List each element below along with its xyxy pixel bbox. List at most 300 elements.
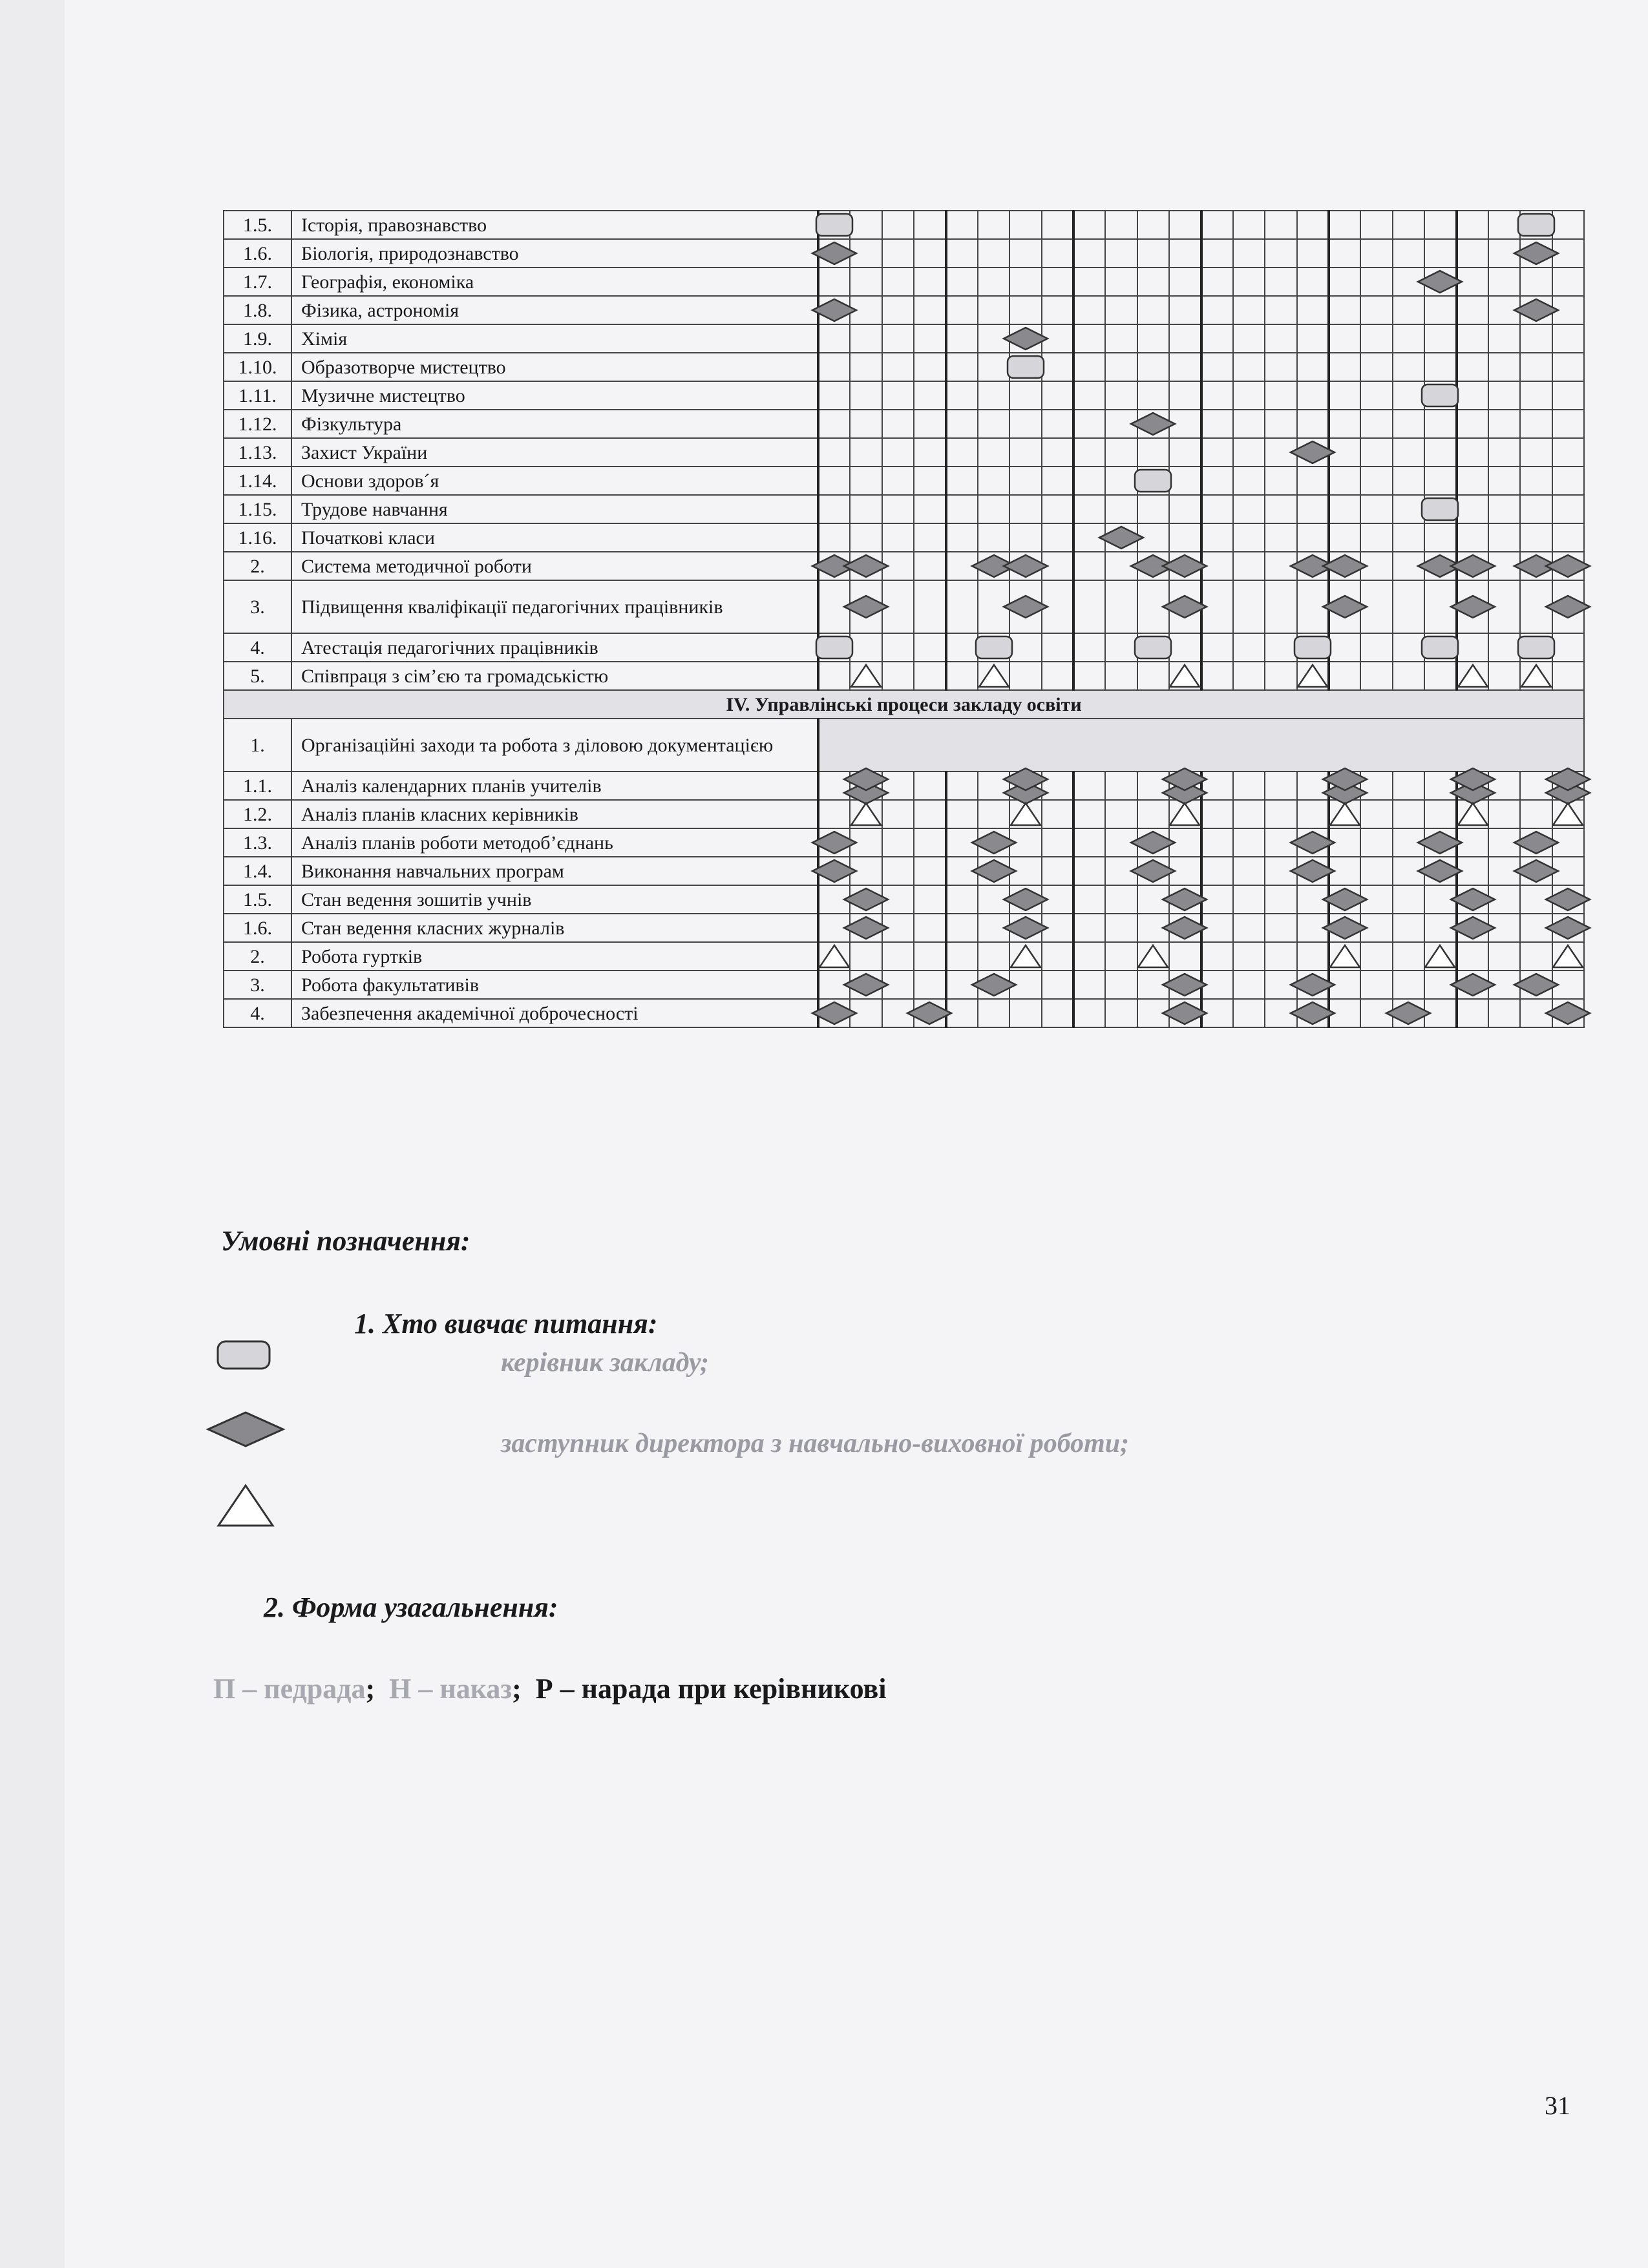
schedule-cell [818,410,850,438]
schedule-cell [1265,495,1296,523]
schedule-cell [1488,268,1520,296]
schedule-cell [914,495,945,523]
schedule-cell [946,467,978,495]
schedule-cell [1265,296,1296,324]
schedule-cell [850,885,882,914]
schedule-cell [1105,914,1137,942]
schedule-cell [1552,942,1584,971]
schedule-cell [1137,942,1169,971]
schedule-cell [914,772,945,800]
table-row [224,690,1584,719]
schedule-cell [1360,828,1392,857]
schedule-cell [1233,381,1265,410]
schedule-cell [1329,353,1360,381]
schedule-cell [1073,381,1105,410]
schedule-cell [1424,438,1456,467]
schedule-cell [914,410,945,438]
schedule-cell [1329,885,1360,914]
deputy-mark-icon [1544,915,1592,941]
schedule-cell [1297,942,1329,971]
head-mark-icon [1420,496,1460,522]
schedule-cell [1424,324,1456,353]
schedule-cell [1042,885,1073,914]
schedule-cell [850,662,882,690]
schedule-cell [1009,552,1041,580]
schedule-cell [1265,942,1296,971]
row-title: Історія, правознавство [291,211,818,239]
triangle-mark-icon [1009,801,1042,827]
schedule-cell [1042,353,1073,381]
row-number: 1.5. [224,211,291,239]
schedule-cell [1233,662,1265,690]
row-title: Система методичної роботи [291,552,818,580]
schedule-cell [1137,662,1169,690]
schedule-cell [914,885,945,914]
schedule-cell [1488,999,1520,1027]
schedule-cell [1169,523,1201,552]
schedule-cell [882,467,914,495]
schedule-cell [1329,971,1360,999]
schedule-cell [1169,580,1201,633]
schedule-cell [914,828,945,857]
schedule-cell [882,828,914,857]
schedule-cell [1009,885,1041,914]
row-title: Виконання навчальних програм [291,857,818,885]
deputy-mark-icon [1544,766,1592,792]
schedule-cell [1393,971,1424,999]
schedule-cell [1424,942,1456,971]
schedule-cell [882,495,914,523]
schedule-cell [818,467,850,495]
schedule-cell [818,296,850,324]
table-row [224,211,1584,239]
schedule-cell [1201,633,1233,662]
schedule-cell [1137,495,1169,523]
schedule-cell [1457,552,1488,580]
schedule-cell [1042,942,1073,971]
schedule-cell [1329,239,1360,268]
schedule-cell [818,662,850,690]
schedule-cell [1393,239,1424,268]
schedule-cell [1233,971,1265,999]
schedule-cell [1042,467,1073,495]
schedule-cell [1009,239,1041,268]
schedule-cell [978,239,1009,268]
schedule-cell [1360,467,1392,495]
schedule-cell [1073,828,1105,857]
schedule-cell [1201,239,1233,268]
schedule-cell [1042,438,1073,467]
schedule-cell [1329,857,1360,885]
schedule-cell [978,999,1009,1027]
schedule-cell [1201,942,1233,971]
schedule-cell [946,800,978,828]
schedule-cell [1488,438,1520,467]
schedule-cell [1457,381,1488,410]
schedule-cell [818,495,850,523]
schedule-cell [946,662,978,690]
schedule-cell [1297,467,1329,495]
schedule-cell [850,999,882,1027]
schedule-cell [1169,914,1201,942]
schedule-cell [818,381,850,410]
schedule-cell [1169,410,1201,438]
row-title: Образотворче мистецтво [291,353,818,381]
schedule-cell [1329,800,1360,828]
schedule-cell [914,857,945,885]
schedule-cell [914,800,945,828]
schedule-cell [1009,410,1041,438]
schedule-cell [882,552,914,580]
schedule-cell [1201,211,1233,239]
schedule-cell [1552,467,1584,495]
schedule-cell [1169,857,1201,885]
triangle-mark-icon [1328,943,1362,969]
schedule-cell [1552,296,1584,324]
row-number: 1.9. [224,324,291,353]
schedule-cell [1552,580,1584,633]
schedule-cell [882,857,914,885]
schedule-cell [882,633,914,662]
schedule-cell [1233,828,1265,857]
schedule-cell [946,523,978,552]
schedule-cell [1424,633,1456,662]
schedule-cell [850,239,882,268]
schedule-cell [1424,999,1456,1027]
schedule-cell [1360,772,1392,800]
schedule-cell [1488,381,1520,410]
row-number: 4. [224,999,291,1027]
row-title: Атестація педагогічних працівників [291,633,818,662]
table-row [224,495,1584,523]
schedule-cell [978,942,1009,971]
schedule-cell [850,296,882,324]
schedule-cell [1457,268,1488,296]
schedule-cell [1201,662,1233,690]
schedule-cell [1105,971,1137,999]
schedule-cell [1233,800,1265,828]
schedule-cell [1233,467,1265,495]
schedule-cell [1393,772,1424,800]
schedule-cell [1169,381,1201,410]
schedule-cell [1073,239,1105,268]
schedule-cell [1073,324,1105,353]
schedule-cell [818,999,850,1027]
schedule-cell [1009,828,1041,857]
schedule-cell [1552,662,1584,690]
schedule-cell [1169,633,1201,662]
schedule-cell [978,971,1009,999]
schedule-cell [1520,633,1552,662]
schedule-cell [1073,999,1105,1027]
schedule-cell [1073,467,1105,495]
row-number: 1.6. [224,914,291,942]
schedule-cell [1552,633,1584,662]
schedule-cell [850,438,882,467]
schedule-cell [1137,381,1169,410]
schedule-cell [1552,971,1584,999]
head-mark-icon [1006,354,1046,380]
schedule-cell [850,495,882,523]
schedule-cell [882,239,914,268]
schedule-cell [1201,552,1233,580]
schedule-cell [1169,467,1201,495]
form-narada: Р – нарада при керівникові [535,1673,887,1705]
schedule-cell [1201,296,1233,324]
schedule-cell [1329,552,1360,580]
schedule-cell [1265,580,1296,633]
schedule-cell [1009,942,1041,971]
schedule-cell [946,495,978,523]
row-number: 1.7. [224,268,291,296]
schedule-cell [882,942,914,971]
schedule-cell [1105,495,1137,523]
section-header: IV. Управлінські процеси закладу освіти [224,690,1584,719]
legend-diamond-icon [206,1410,286,1449]
schedule-cell [1329,381,1360,410]
schedule-cell [1520,268,1552,296]
schedule-cell [850,381,882,410]
schedule-cell [1201,438,1233,467]
schedule-cell [818,353,850,381]
row-number: 1.13. [224,438,291,467]
schedule-cell [914,662,945,690]
row-title: Хімія [291,324,818,353]
schedule-cell [1233,772,1265,800]
schedule-cell [1201,580,1233,633]
schedule-cell [1201,828,1233,857]
schedule-cell [1233,580,1265,633]
schedule-cell [914,324,945,353]
schedule-cell [1265,381,1296,410]
schedule-cell [1329,580,1360,633]
schedule-cell [1552,800,1584,828]
row-title: Біологія, природознавство [291,239,818,268]
schedule-cell [1009,633,1041,662]
schedule-cell [946,914,978,942]
row-number: 1.16. [224,523,291,552]
schedule-cell [1360,381,1392,410]
schedule-cell [1105,633,1137,662]
schedule-cell [1073,662,1105,690]
schedule-cell [946,580,978,633]
schedule-cell [978,353,1009,381]
schedule-cell [1393,999,1424,1027]
table-row [224,324,1584,353]
schedule-cell [1488,523,1520,552]
row-title: Стан ведення класних журналів [291,914,818,942]
schedule-cell [1169,268,1201,296]
schedule-cell [1265,410,1296,438]
schedule-cell [818,828,850,857]
schedule-cell [1042,495,1073,523]
head-mark-icon [1420,635,1460,660]
schedule-cell [1488,211,1520,239]
schedule-cell [1042,410,1073,438]
schedule-cell [1169,662,1201,690]
schedule-cell [1457,353,1488,381]
row-number: 5. [224,662,291,690]
schedule-cell [1105,353,1137,381]
schedule-cell [1105,523,1137,552]
table-row [224,410,1584,438]
schedule-cell [914,211,945,239]
schedule-cell [1137,268,1169,296]
schedule-cell [946,381,978,410]
row-title: Підвищення кваліфікації педагогічних працівників [291,580,818,633]
table-row [224,942,1584,971]
schedule-cell [1042,971,1073,999]
row-number: 1.8. [224,296,291,324]
schedule-cell [1552,914,1584,942]
schedule-cell [1488,324,1520,353]
schedule-cell [1233,353,1265,381]
schedule-cell [850,942,882,971]
schedule-cell [1201,999,1233,1027]
shaded-cell [818,719,1584,772]
schedule-cell [1233,942,1265,971]
row-number: 1.10. [224,353,291,381]
head-mark-icon [814,635,854,660]
schedule-cell [1265,662,1296,690]
schedule-cell [850,467,882,495]
schedule-cell [850,580,882,633]
forms-line: П – педрада; Н – наказ; Р – нарада при керівникові [213,1673,887,1705]
schedule-cell [818,438,850,467]
schedule-cell [1457,942,1488,971]
schedule-cell [1393,580,1424,633]
schedule-cell [1329,772,1360,800]
schedule-cell [1393,885,1424,914]
schedule-cell [1233,211,1265,239]
schedule-cell [1393,523,1424,552]
triangle-mark-icon [1456,663,1490,689]
row-number: 1.15. [224,495,291,523]
schedule-cell [1169,885,1201,914]
schedule-cell [1457,633,1488,662]
schedule-cell [978,467,1009,495]
schedule-cell [1297,523,1329,552]
schedule-cell [882,381,914,410]
schedule-cell [1360,942,1392,971]
schedule-cell [1169,438,1201,467]
table-row [224,438,1584,467]
schedule-cell [850,211,882,239]
schedule-cell [1457,296,1488,324]
schedule-cell [1520,296,1552,324]
schedule-cell [818,211,850,239]
schedule-cell [1201,410,1233,438]
schedule-cell [850,800,882,828]
schedule-cell [1457,467,1488,495]
schedule-cell [1233,999,1265,1027]
schedule-cell [1360,353,1392,381]
schedule-cell [1265,324,1296,353]
schedule-cell [1169,239,1201,268]
schedule-cell [882,914,914,942]
schedule-cell [1520,324,1552,353]
schedule-cell [882,662,914,690]
schedule-cell [1488,410,1520,438]
schedule-cell [1393,353,1424,381]
schedule-cell [1393,296,1424,324]
schedule-cell [850,914,882,942]
triangle-mark-icon [1136,943,1170,969]
schedule-cell [1520,523,1552,552]
schedule-cell [1329,999,1360,1027]
schedule-cell [1393,942,1424,971]
schedule-cell [882,523,914,552]
schedule-cell [946,438,978,467]
schedule-cell [1265,211,1296,239]
schedule-cell [1329,324,1360,353]
schedule-cell [1520,239,1552,268]
row-title: Робота гуртків [291,942,818,971]
schedule-cell [1009,438,1041,467]
schedule-cell [978,211,1009,239]
triangle-mark-icon [1456,801,1490,827]
triangle-mark-icon [1551,801,1585,827]
table-row [224,239,1584,268]
schedule-cell [1329,523,1360,552]
schedule-cell [1457,662,1488,690]
schedule-cell [850,324,882,353]
schedule-cell [946,239,978,268]
schedule-cell [946,410,978,438]
schedule-cell [818,800,850,828]
schedule-cell [1201,467,1233,495]
head-mark-icon [1133,468,1173,494]
schedule-cell [946,999,978,1027]
schedule-cell [1009,211,1041,239]
legend-title: Умовні позначення: [221,1225,470,1257]
schedule-cell [978,523,1009,552]
schedule-cell [1042,523,1073,552]
schedule-cell [1233,633,1265,662]
schedule-cell [1169,495,1201,523]
schedule-cell [1073,942,1105,971]
row-number: 1.2. [224,800,291,828]
schedule-cell [1488,467,1520,495]
schedule-cell [1552,857,1584,885]
schedule-cell [1169,828,1201,857]
row-title: Фізика, астрономія [291,296,818,324]
schedule-cell [1552,552,1584,580]
schedule-cell [1233,523,1265,552]
schedule-cell [1520,353,1552,381]
schedule-cell [1265,353,1296,381]
schedule-cell [1552,999,1584,1027]
schedule-cell [1042,552,1073,580]
triangle-mark-icon [1423,943,1457,969]
schedule-cell [1265,523,1296,552]
schedule-cell [1169,999,1201,1027]
schedule-cell [946,211,978,239]
schedule-cell [1009,353,1041,381]
triangle-mark-icon [1328,801,1362,827]
schedule-cell [1169,800,1201,828]
schedule-cell [1073,296,1105,324]
schedule-cell [978,662,1009,690]
schedule-cell [818,268,850,296]
deputy-mark-icon [1544,1000,1592,1026]
row-number: 1.12. [224,410,291,438]
schedule-cell [1201,914,1233,942]
schedule-cell [1042,381,1073,410]
schedule-cell [1457,239,1488,268]
schedule-cell [1457,885,1488,914]
schedule-cell [1329,268,1360,296]
